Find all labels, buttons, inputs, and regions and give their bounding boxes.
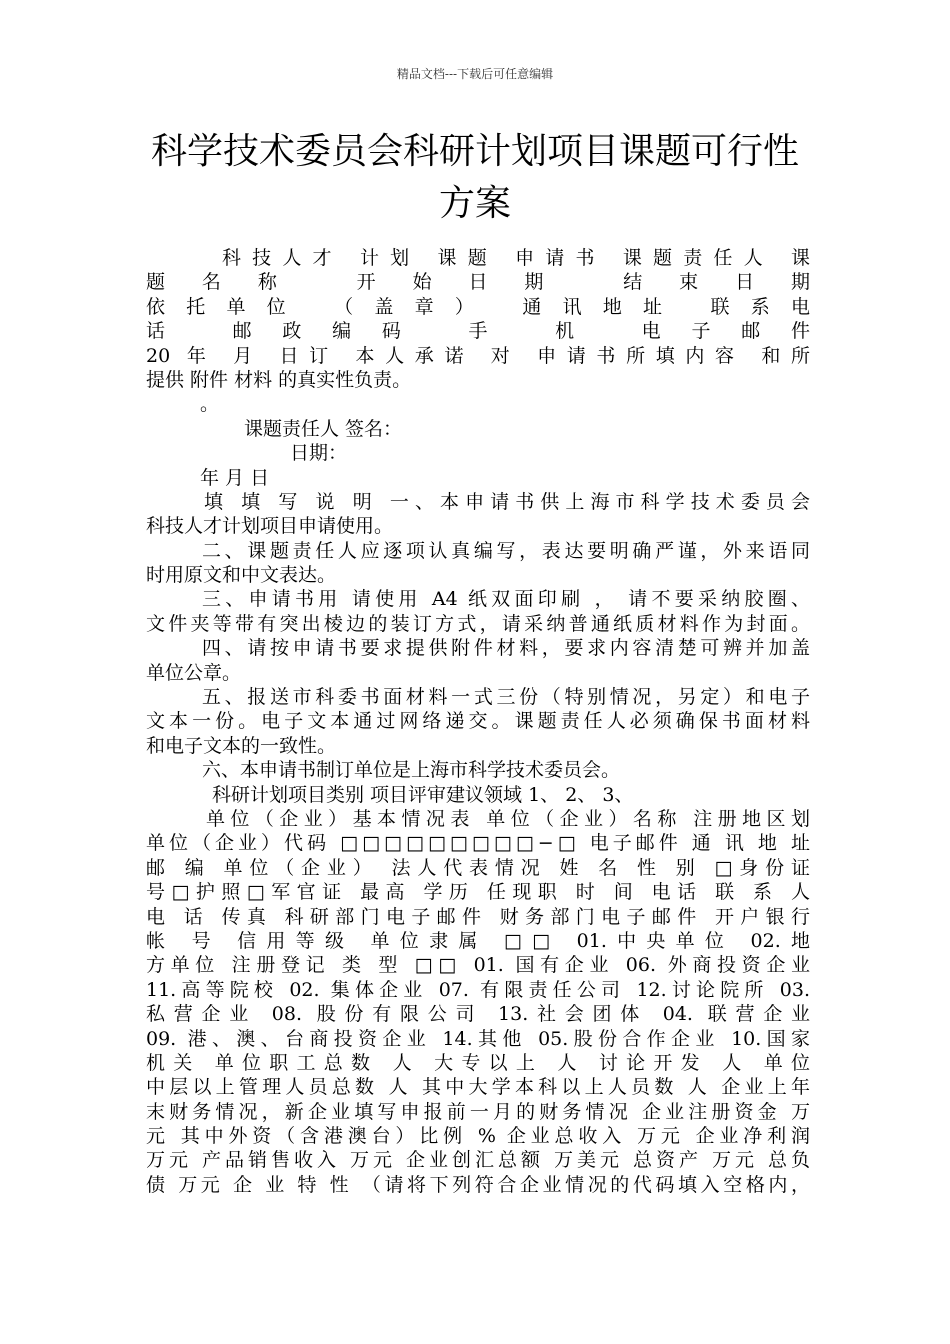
text-line: 。 [200, 393, 220, 416]
text-line: 五、报送市科委书面材料一式三份（特别情况，另定）和电子 [202, 686, 810, 709]
text-line: 六、本申请书制订单位是上海市科学技术委员会。 [202, 759, 621, 782]
document-body [146, 246, 810, 1197]
text-line: 二、课题责任人应逐项认真编写，表达要明确严谨，外来语同 [202, 539, 810, 562]
text-line: 年 月 日 [200, 466, 270, 489]
text-line: 话 邮政编码 手 机 电子邮件 [146, 320, 810, 343]
text-line: 和电子文本的一致性。 [146, 734, 337, 757]
text-line: 提供 附件 材料 的真实性负责。 [146, 368, 412, 391]
text-line: 20 年 月 日订 本人承诺 对 申请书所填内容 和所 [146, 344, 810, 367]
text-line: 四、请按申请书要求提供附件材料，要求内容清楚可辨并加盖 [202, 637, 810, 660]
text-line: 课题责任人 签名： [244, 417, 403, 440]
text-line: 日期： [290, 442, 348, 465]
text-line: 三、申请书用 请使用 A4 纸双面印刷 ， 请不要采纳胶圈、 [202, 588, 810, 611]
text-line: 方单位 注册登记 类 型 □□ 01. 国有企业 06. 外商投资企业 [146, 954, 810, 977]
text-line: 科技人才 计划 课题 申请书 课题责任人 课 [222, 247, 810, 269]
text-line: 11.高等院校 02. 集体企业 07. 有限责任公司 12.讨论院所 03. [146, 978, 810, 1001]
text-line: 单位（企业）基本情况表 单位（企业）名称 注册地区划 [206, 807, 810, 830]
text-line: 单位公章。 [146, 661, 242, 684]
text-line: 文件夹等带有突出棱边的装订方式，请采纳普通纸质材料作为封面。 [146, 612, 810, 635]
text-line: 文本一份。电子文本通过网络递交。课题责任人必须确保书面材料 [146, 710, 810, 733]
text-line: 债 万元 企 业 特 性 （请将下列符合企业情况的代码填入空格内， [146, 1173, 810, 1196]
text-line: 题名称 开始日期 结束日期 [146, 271, 810, 294]
text-line: 帐 号 信用等级 单位隶属 □□ 01.中央单位 02.地 [146, 929, 810, 952]
text-line: 填 填 写 说 明 一、本申请书供上海市科学技术委员会 [204, 490, 810, 513]
text-line: 单位（企业）代码 □□□□□□□□□−□ 电子邮件 通 讯 地 址 [146, 832, 810, 855]
text-line: 号□护照□军官证 最高 学历 任现职 时 间 电话 联 系 人 [146, 881, 810, 904]
text-line: 元 其中外资（含港澳台）比例 % 企业总收入 万元 企业净利润 [146, 1125, 810, 1148]
text-line: 末财务情况，新企业填写申报前一月的财务情况 企业注册资金 万 [146, 1100, 810, 1123]
page-title [110, 126, 840, 230]
title-line-1: 科学技术委员会科研计划项目课题可行性 [150, 131, 799, 172]
title-line-2: 方案 [438, 183, 511, 224]
text-line: 中层以上管理人员总数 人 其中大学本科以上人员数 人 企业上年 [146, 1076, 810, 1099]
text-line: 邮 编 单位（企业） 法人代表情况 姓 名 性 别 □身份证 [146, 856, 810, 879]
text-line: 万元 产品销售收入 万元 企业创汇总额 万美元 总资产 万元 总负 [146, 1149, 810, 1172]
text-line: 时用原文和中文表达。 [146, 564, 337, 587]
text-line: 科研计划项目类别 项目评审建议领域 1、 2、 3、 [212, 783, 634, 806]
header-note: 精品文档---下载后可任意编辑 [396, 67, 554, 81]
text-line: 私营企业 08. 股份有限公司 13.社会团体 04. 联营企业 [146, 1003, 810, 1026]
text-line: 机关 单位职工总数 人 大专以上 人 讨论开发 人 单位 [146, 1051, 810, 1074]
text-line: 科技人才计划项目申请使用。 [146, 515, 394, 538]
text-line: 电 话 传真 科研部门电子邮件 财务部门电子邮件 开户银行 [146, 905, 810, 928]
text-line: 09. 港、澳、台商投资企业 14.其他 05.股份合作企业 10.国家 [146, 1027, 810, 1050]
text-line: 依托单位 （盖章） 通讯地址 联系电 [146, 295, 810, 318]
